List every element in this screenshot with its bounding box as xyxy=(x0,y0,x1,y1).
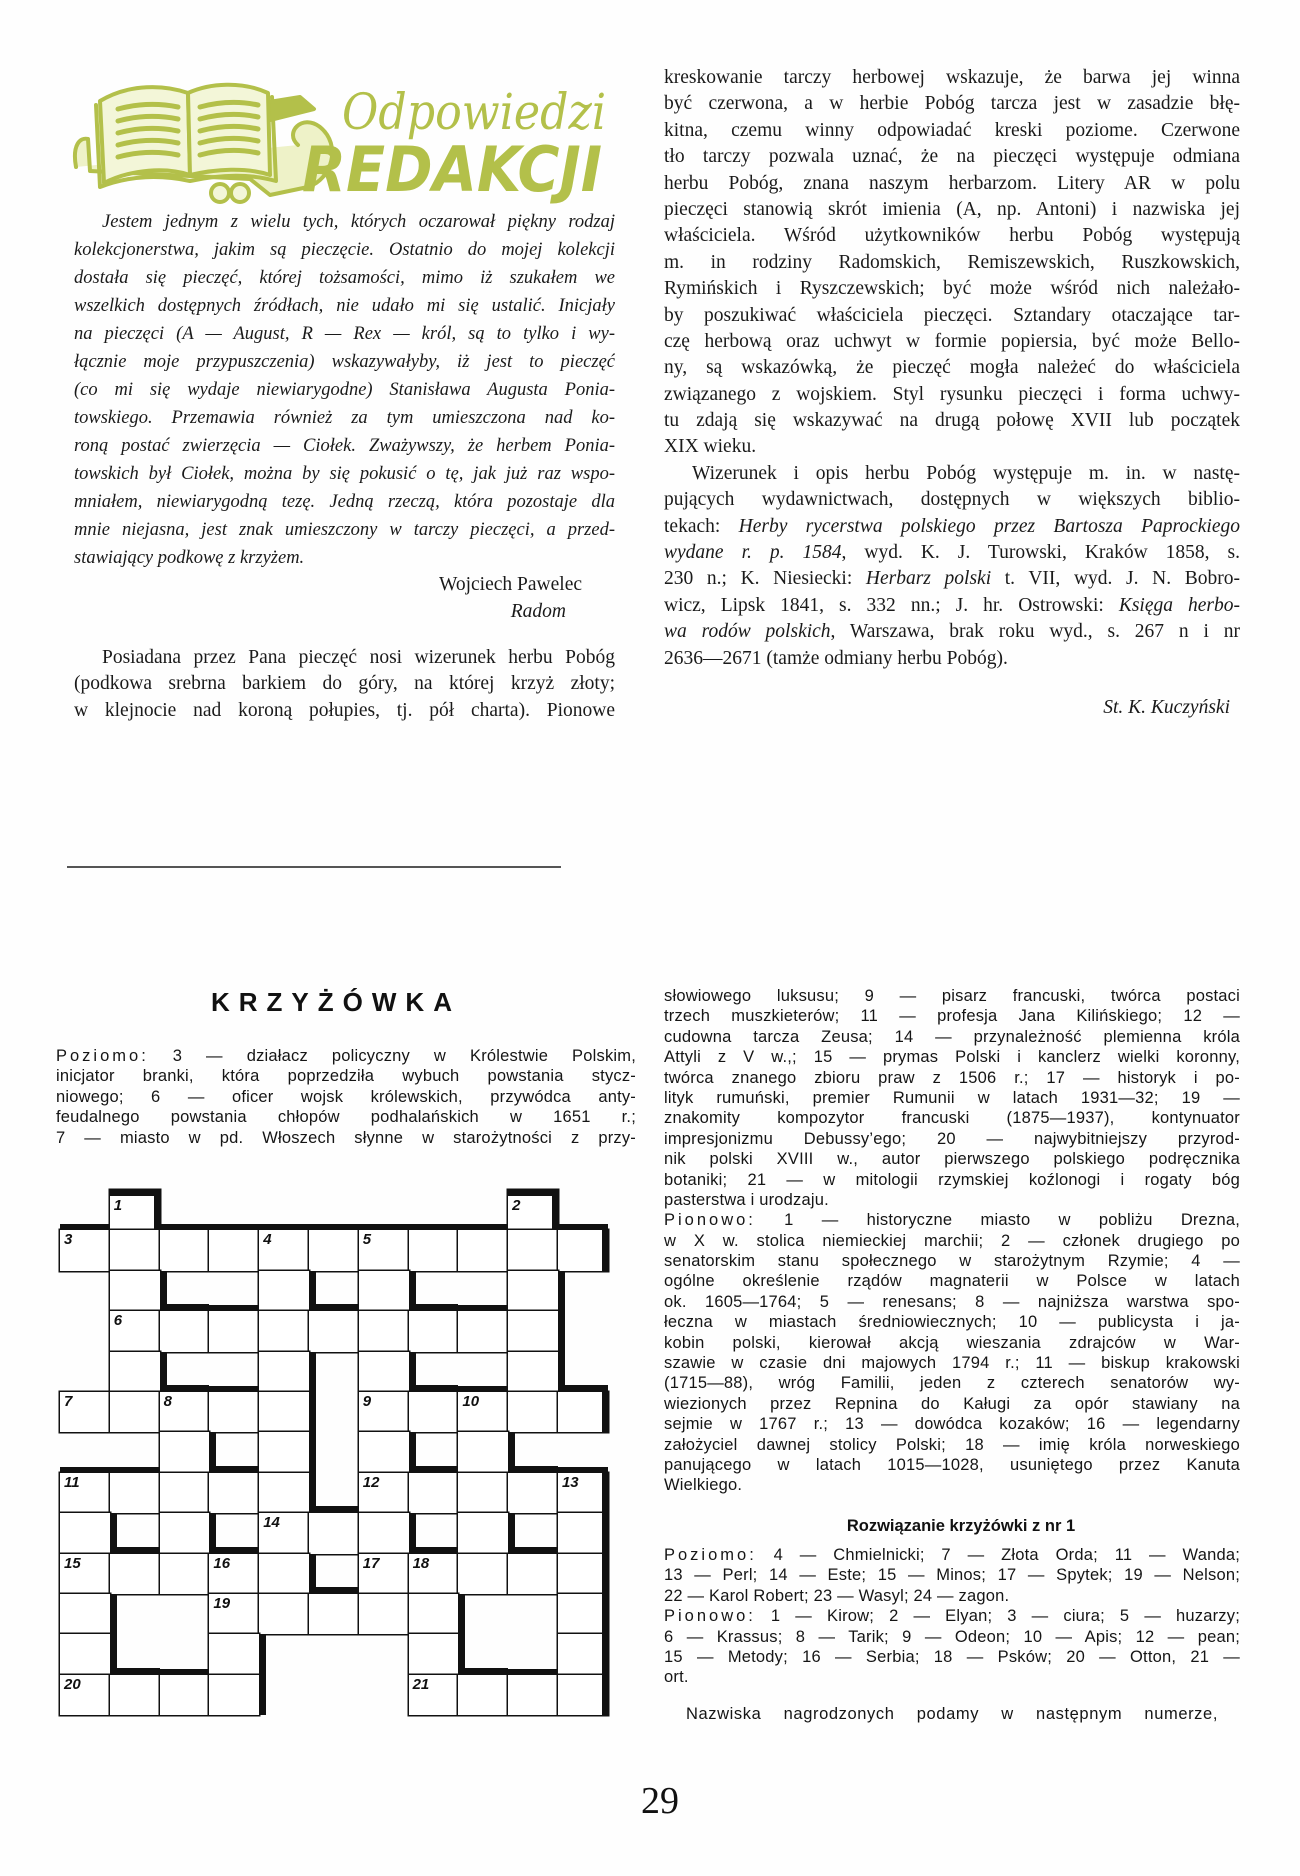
letter-line: (co mi się wydaje niewiarygodne) Stanisława Augusta Ponia- xyxy=(74,380,615,400)
clue-number: 8 xyxy=(163,1392,172,1410)
crossword-block xyxy=(309,1432,359,1472)
crossword-cell xyxy=(259,1432,309,1472)
crossword-cell xyxy=(409,1392,459,1432)
editor-reply-start xyxy=(74,645,615,724)
crossword-cell xyxy=(508,1392,558,1432)
clue-number: 4 xyxy=(263,1231,272,1249)
crossword-block xyxy=(458,1352,508,1392)
crossword-cell xyxy=(409,1473,459,1513)
crossword-title: KRZYŻÓWKA xyxy=(211,987,461,1017)
clue-line: ok. 1605—1764; 5 — renesans; 8 — najniższa warstwa spo- xyxy=(664,1292,1240,1311)
reply-line: XIX wieku. xyxy=(664,436,757,458)
crossword-cell xyxy=(359,1271,409,1311)
clue-number: 3 xyxy=(64,1231,73,1249)
section-divider xyxy=(67,866,561,868)
crossword-cell xyxy=(458,1675,508,1715)
letter-line: wszelkich dostępnych źródłach, nie udało mi się ustalić. Inicjały xyxy=(74,296,615,316)
crossword-cell xyxy=(259,1392,309,1432)
crossword-cell xyxy=(110,1473,160,1513)
clue-number: 7 xyxy=(64,1392,73,1410)
crossword-cell xyxy=(558,1675,608,1715)
crossword-block xyxy=(309,1190,359,1230)
reply-line: tu zdają się wskazywać na drugą połowę XVII lub początek xyxy=(664,410,1240,432)
crossword-block xyxy=(508,1432,558,1472)
crossword-cell xyxy=(558,1554,608,1594)
crossword-cell xyxy=(359,1392,409,1432)
clue-line: senatorskim stanu społecznego w starożytnym Rzymie; 4 — xyxy=(664,1252,1240,1271)
clue-number: 6 xyxy=(113,1312,123,1330)
crossword-block xyxy=(508,1634,558,1674)
crossword-block xyxy=(409,1352,459,1392)
logo-title-line2: REDAKCJI xyxy=(302,133,602,206)
crossword-block xyxy=(160,1594,210,1634)
crossword-cell xyxy=(209,1675,259,1715)
clue-number: 18 xyxy=(412,1554,430,1572)
crossword-clues-continued xyxy=(664,986,1240,1496)
reply-line: kreskowanie tarczy herbowej wskazuje, że barwa jej winna xyxy=(664,67,1240,88)
crossword-cell xyxy=(110,1392,160,1432)
crossword-block xyxy=(160,1271,210,1311)
crossword-cell xyxy=(558,1473,608,1513)
reply-signature: St. K. Kuczyński xyxy=(1103,697,1230,718)
crossword-cell xyxy=(60,1230,110,1270)
crossword-cell xyxy=(60,1554,110,1594)
solution-line: ort. xyxy=(664,1668,689,1687)
crossword-cell xyxy=(508,1271,558,1311)
letter-signature-name: Wojciech Pawelec xyxy=(439,574,582,595)
crossword-block xyxy=(209,1352,259,1392)
crossword-cell xyxy=(160,1230,210,1270)
crossword-cell xyxy=(508,1554,558,1594)
reply-line: by poszukiwać właściciela pieczęci. Sztandary otaczające tar- xyxy=(664,304,1240,326)
crossword-cell xyxy=(458,1311,508,1351)
crossword-cell xyxy=(458,1392,508,1432)
crossword-cell xyxy=(359,1230,409,1270)
crossword-block xyxy=(209,1432,259,1472)
crossword-cell xyxy=(259,1513,309,1553)
clue-line: inicjator branki, która poprzedziła wybuch powstania stycz- xyxy=(56,1067,636,1086)
crossword-block xyxy=(458,1271,508,1311)
editor-reply-continued xyxy=(664,65,1240,672)
clue-number: 5 xyxy=(362,1231,372,1249)
letter-signature-city: Radom xyxy=(510,601,566,622)
crossword-cell xyxy=(60,1594,110,1634)
clue-line: sejmie w 1767 r.; 13 — dowódca kozaków; 16 — legendarny xyxy=(664,1415,1240,1434)
reply-line xyxy=(664,593,1240,619)
crossword-cell xyxy=(558,1594,608,1634)
crossword-cell xyxy=(160,1554,210,1594)
crossword-cell xyxy=(558,1230,608,1270)
crossword-cell xyxy=(259,1594,309,1634)
crossword-cell xyxy=(110,1675,160,1715)
text-segment: tekach: xyxy=(664,515,739,537)
letter-line: towskiego. Przemawia również za tym umieszczona nad ko- xyxy=(74,408,615,428)
crossword-block xyxy=(409,1271,459,1311)
solution-line: 6 — Krassus; 8 — Tarik; 9 — Odeon; 10 — Apis; 12 — pean; xyxy=(664,1627,1240,1646)
crossword-cell xyxy=(508,1190,558,1230)
clue-number: 14 xyxy=(263,1514,280,1532)
clue-line: kobin polski, kierował akcją wieszania zdrajców w War- xyxy=(664,1333,1240,1352)
crossword-cell xyxy=(458,1432,508,1472)
clue-line: ogólne określenie rządów magnaterii w Polsce w latach xyxy=(664,1272,1240,1291)
crossword-cell xyxy=(409,1594,459,1634)
reply-line: być czerwona, a w herbie Pobóg tarcza jest w zasadzie błę- xyxy=(664,93,1240,115)
text-segment: Herby rycerstwa polskiego przez Bartosza Paprockiego xyxy=(738,515,1240,537)
page-number: 29 xyxy=(641,1780,679,1822)
crossword-cell xyxy=(160,1473,210,1513)
crossword-cell xyxy=(209,1634,259,1674)
crossword-cell xyxy=(160,1311,210,1351)
reply-line: pujących wydawnictwach, dostępnych w większych biblio- xyxy=(664,489,1240,511)
clue-number: 2 xyxy=(512,1197,521,1214)
crossword-cell xyxy=(359,1432,409,1472)
crossword-cell xyxy=(160,1675,210,1715)
clue-line: trzech muszkieterów; 11 — profesja Jana Kilińskiego; 12 — xyxy=(664,1007,1240,1026)
clue-number: 13 xyxy=(561,1473,579,1491)
crossword-block xyxy=(558,1352,608,1392)
crossword-block xyxy=(60,1432,110,1472)
crossword-cell xyxy=(259,1271,309,1311)
crossword-block xyxy=(309,1473,359,1513)
crossword-cell xyxy=(508,1352,558,1392)
text-segment: 4 — Chmielnicki; 7 — Złota Orda; 11 — Wanda; xyxy=(756,1546,1240,1564)
crossword-cell xyxy=(458,1230,508,1270)
crossword-cell xyxy=(508,1230,558,1270)
crossword-cell xyxy=(409,1634,459,1674)
crossword-block xyxy=(259,1675,309,1715)
clue-line: (1715—88), wróg Familii, jeden z czterech senatorów wy- xyxy=(664,1374,1240,1393)
reply-line: tło tarczy pozwala uznać, że na pieczęci występuje odmiana xyxy=(664,146,1240,168)
crossword-cell xyxy=(209,1473,259,1513)
crossword-block xyxy=(458,1594,508,1634)
crossword-cell xyxy=(558,1634,608,1674)
crossword-block xyxy=(508,1513,558,1553)
solution-text xyxy=(664,1545,1240,1688)
solution-line: 15 — Metody; 16 — Serbia; 18 — Psków; 20 — Otton, 21 — xyxy=(664,1647,1240,1666)
crossword-block xyxy=(309,1271,359,1311)
crossword-block xyxy=(259,1190,309,1230)
crossword-block xyxy=(110,1634,160,1674)
clue-line: cudowna tarcza Zeusa; 14 — przynależność plemienna króla xyxy=(664,1027,1240,1046)
crossword-block xyxy=(209,1513,259,1553)
crossword-cell xyxy=(160,1432,210,1472)
section-label: Poziomo: xyxy=(56,1047,149,1065)
text-segment: , Warszawa, brak roku wyd., s. 267 n i nr xyxy=(830,621,1240,643)
crossword-cell xyxy=(259,1352,309,1392)
crossword-cell xyxy=(60,1513,110,1553)
reply-line: 2636—2671 (tamże odmiany herbu Pobóg). xyxy=(664,647,1008,669)
crossword-empty xyxy=(60,1271,110,1311)
crossword-cell xyxy=(409,1675,459,1715)
reply-line: ny, są wskazówką, że pieczęć mogła należeć do właściciela xyxy=(664,357,1240,379)
crossword-cell xyxy=(309,1513,359,1553)
text-segment: , wyd. K. J. Turowski, Kraków 1858, s. xyxy=(841,542,1240,564)
crossword-cell xyxy=(508,1473,558,1513)
reply-line: m. in rodziny Radomskich, Remiszewskich, Ruszkowskich, xyxy=(664,251,1240,273)
crossword-cell xyxy=(209,1230,259,1270)
reply-line: Posiadana przez Pana pieczęć nosi wizerunek herbu Pobóg xyxy=(102,647,615,668)
crossword-cell xyxy=(259,1311,309,1351)
crossword-cell xyxy=(259,1473,309,1513)
clue-line: feudalnego powstania chłopów podhalańskich w 1651 r.; xyxy=(56,1108,636,1127)
column-logo xyxy=(70,75,615,207)
crossword-cell xyxy=(359,1311,409,1351)
crossword-block xyxy=(558,1432,608,1472)
clue-line: Wielkiego. xyxy=(664,1476,743,1495)
text-segment: t. VII, wyd. J. N. Bobro- xyxy=(991,568,1240,590)
solution-title: Rozwiązanie krzyżówki z nr 1 xyxy=(846,1517,1076,1535)
crossword-cell xyxy=(558,1392,608,1432)
clue-number: 9 xyxy=(362,1392,372,1410)
clue-line: nik polski XVIII w., autor pierwszego polskiego podręcznika xyxy=(664,1150,1240,1169)
letter-line: kolekcjonerstwa, jakim są pieczęcie. Ostatnio do mojej kolekcji xyxy=(74,240,615,260)
crossword-block xyxy=(558,1190,608,1230)
text-segment: wicz, Lipsk 1841, s. 332 nn.; J. hr. Ostrowski: xyxy=(664,594,1119,616)
clue-line: twórca znanego zbioru praw z 1506 r.; 17 — historyk i po- xyxy=(664,1068,1240,1087)
crossword-empty xyxy=(359,1634,409,1674)
crossword-block xyxy=(110,1432,160,1472)
letter-line: stawiający podkowę z krzyżem. xyxy=(74,548,305,568)
crossword-empty xyxy=(359,1675,409,1715)
crossword-cell xyxy=(160,1513,210,1553)
crossword-block xyxy=(110,1594,160,1634)
letter-line: towskich był Ciołek, można by się pokusić o tę, jak już raz wspo- xyxy=(74,464,615,484)
clue-line: założyciel dawnej stolicy Polski; 18 — imię króla norweskiego xyxy=(664,1435,1240,1454)
crossword-cell xyxy=(110,1554,160,1594)
crossword-block xyxy=(458,1190,508,1230)
reply-line xyxy=(664,540,1240,566)
crossword-cell xyxy=(359,1513,409,1553)
clue-line: szawie w czasie dni majowych 1794 r.; 11 — biskup krakowski xyxy=(664,1354,1240,1373)
reader-letter xyxy=(74,208,615,572)
crossword-cell xyxy=(558,1513,608,1553)
clue-line: w X w. stolica niemieckiej marchii; 2 — członek drugiego po xyxy=(664,1231,1240,1250)
clue-line: znakomity kompozytor francuski (1875—1937), kontynuator xyxy=(664,1109,1240,1128)
clue-line: niowego; 6 — oficer wojsk królewskich, przywódca anty- xyxy=(56,1087,636,1106)
crossword-cell xyxy=(209,1392,259,1432)
crossword-cell xyxy=(508,1675,558,1715)
letter-line: na pieczęci (A — August, R — Rex — król, są to tylko i wy- xyxy=(74,324,615,344)
crossword-cell xyxy=(209,1594,259,1634)
clue-number: 10 xyxy=(462,1392,480,1410)
clue-line: wiezionych przez Repnina do Kaługi za opór stawiany na xyxy=(664,1394,1240,1413)
clue-line: łeczna w miastach średniowiecznych; 10 — publicysta i ja- xyxy=(664,1313,1240,1332)
letter-line: roną postać zwierzęcia — Ciołek. Zważywszy, że herbem Ponia- xyxy=(74,436,615,456)
crossword-block xyxy=(209,1190,259,1230)
clue-line: 7 — miasto w pd. Włoszech słynne w starożytności z przy- xyxy=(56,1128,636,1147)
clue-number: 1 xyxy=(113,1197,123,1214)
crossword-empty xyxy=(60,1352,110,1392)
letter-line: dostała się pieczęć, której tożsamości, mimo iż szukałem we xyxy=(74,268,615,288)
reply-line: czę herbową oraz uchwyt w formie popiersia, być może Bello- xyxy=(664,330,1240,352)
clue-line xyxy=(56,1046,636,1066)
solution-line xyxy=(664,1545,1240,1565)
clue-line: lityk rumuński, premier Rumunii w latach 1931—32; 19 — xyxy=(664,1088,1240,1107)
crossword-cell xyxy=(160,1392,210,1432)
crossword-cell xyxy=(110,1190,160,1230)
crossword-cell xyxy=(309,1311,359,1351)
crossword-cell xyxy=(60,1392,110,1432)
clue-number: 17 xyxy=(362,1554,380,1572)
reply-line: (podkowa srebrna barkiem do góry, na której krzyż złoty; xyxy=(74,673,615,695)
clue-number: 21 xyxy=(412,1675,430,1693)
clue-line: Attyli z V w.,; 15 — prymas Polski i kanclerz wielki koronny, xyxy=(664,1048,1240,1067)
crossword-cell xyxy=(508,1311,558,1351)
logo-title-line1: Odpowiedzi xyxy=(342,83,606,141)
clue-line: impresjonizmu Debussy’ego; 20 — najwybitniejszy przyrod- xyxy=(664,1129,1240,1148)
crossword-cell xyxy=(359,1594,409,1634)
clue-number: 19 xyxy=(213,1594,231,1612)
crossword-cell xyxy=(60,1473,110,1513)
reply-line: Rymińskich i Ryszczewskich; być może wśród nich należało- xyxy=(664,278,1240,300)
crossword-block xyxy=(110,1513,160,1553)
letter-line: mniałem, niewiarygodną tezę. Jedną rzeczą, która pozostaje dla xyxy=(74,492,615,512)
crossword-cell xyxy=(359,1473,409,1513)
crossword-block xyxy=(160,1634,210,1674)
crossword-cell xyxy=(309,1594,359,1634)
crossword-block xyxy=(409,1190,459,1230)
section-label: Poziomo: xyxy=(664,1546,757,1564)
crossword-cell xyxy=(60,1675,110,1715)
crossword-grid xyxy=(60,1190,608,1715)
solution-line: 13 — Perl; 14 — Este; 15 — Minos; 17 — Spytek; 19 — Nelson; xyxy=(664,1566,1240,1585)
reply-line xyxy=(664,566,1240,592)
crossword-empty xyxy=(60,1311,110,1351)
crossword-cell xyxy=(409,1554,459,1594)
crossword-block xyxy=(409,1432,459,1472)
crossword-block xyxy=(558,1311,608,1351)
crossword-cell xyxy=(409,1311,459,1351)
crossword-block xyxy=(508,1594,558,1634)
reply-line xyxy=(664,619,1240,645)
crossword-cell xyxy=(259,1554,309,1594)
crossword-block xyxy=(359,1190,409,1230)
crossword-block xyxy=(409,1513,459,1553)
reply-line: właściciela. Wśród użytkowników herbu Pobóg występują xyxy=(664,225,1240,247)
crossword-cell xyxy=(110,1230,160,1270)
clue-number: 20 xyxy=(64,1675,81,1693)
book-scroll-icon xyxy=(70,75,615,207)
clue-line: pasterstwa i urodzaju. xyxy=(664,1190,829,1209)
text-segment: Księga herbo- xyxy=(1118,594,1240,616)
clue-number: 16 xyxy=(213,1554,231,1572)
crossword-cell xyxy=(458,1513,508,1553)
crossword-block xyxy=(458,1634,508,1674)
crossword-cell xyxy=(110,1271,160,1311)
letter-line: Jestem jednym z wielu tych, których oczarował piękny rodzaj xyxy=(102,212,615,232)
crossword-clues-across-start xyxy=(56,1046,636,1148)
crossword-empty xyxy=(309,1675,359,1715)
clue-number: 11 xyxy=(64,1473,80,1491)
crossword-cell xyxy=(409,1230,459,1270)
letter-line: mnie niejasna, jest znak umieszczony w tarczy pieczęci, a przed- xyxy=(74,520,615,540)
text-segment: 230 n.; K. Niesiecki: xyxy=(664,568,866,590)
crossword-cell xyxy=(359,1352,409,1392)
crossword-cell xyxy=(259,1230,309,1270)
crossword-cell xyxy=(60,1634,110,1674)
crossword-cell xyxy=(458,1473,508,1513)
section-label: Pionowo: xyxy=(664,1607,756,1626)
reply-line: kitna, czemu winny odpowiadać kreski poziome. Czerwone xyxy=(664,119,1240,141)
crossword-block xyxy=(209,1271,259,1311)
reply-line: związanego z wojskiem. Styl rysunku pieczęci i forma uchwy- xyxy=(664,383,1240,405)
crossword-block xyxy=(160,1352,210,1392)
solution-line xyxy=(664,1606,1240,1626)
crossword-cell xyxy=(458,1554,508,1594)
crossword-empty xyxy=(309,1634,359,1674)
crossword-cell xyxy=(359,1554,409,1594)
reply-line xyxy=(664,514,1240,540)
winners-note: Nazwiska nagrodzonych podamy w następnym numerze, xyxy=(686,1705,1218,1723)
crossword-cell xyxy=(309,1230,359,1270)
crossword-block xyxy=(309,1352,359,1392)
reply-line: pieczęci stanowią skrót imienia (A, np. Antoni) i nazwiska jej xyxy=(664,198,1240,220)
text-segment: wa rodów polskich xyxy=(664,621,831,643)
reply-line: Wizerunek i opis herbu Pobóg występuje m. in. w nastę- xyxy=(692,462,1240,484)
crossword-cell xyxy=(209,1554,259,1594)
crossword-block xyxy=(309,1554,359,1594)
reply-line: w klejnocie nad koroną połupies, tj. pół charta). Pionowe xyxy=(74,699,615,721)
text-segment: 3 — działacz policyczny w Królestwie Polskim, xyxy=(148,1047,636,1065)
crossword-cell xyxy=(209,1311,259,1351)
clue-line: botaniki; 21 — w mitologii rzymskiej koźlonogi i rogaty bóg xyxy=(664,1170,1240,1189)
solution-line: 22 — Karol Robert; 23 — Wasyl; 24 — zagon. xyxy=(664,1586,1010,1605)
text-segment: Herbarz polski xyxy=(865,568,992,590)
crossword-block xyxy=(309,1392,359,1432)
clue-line: słowiowego luksusu; 9 — pisarz francuski, twórca postaci xyxy=(664,987,1240,1005)
clue-number: 15 xyxy=(64,1554,81,1572)
crossword-cell xyxy=(110,1311,160,1351)
clue-number: 12 xyxy=(362,1473,380,1491)
text-segment: wydane r. p. 1584 xyxy=(664,542,842,564)
section-label: Pionowo: xyxy=(664,1211,756,1230)
crossword-cell xyxy=(110,1352,160,1392)
clue-line xyxy=(664,1210,1240,1230)
clue-line: panującego w latach 1015—1028, usuniętego przez Kanuta xyxy=(664,1455,1240,1474)
letter-line: łącznie moje przypuszczenia) wskazywałyby, iż jest to pieczęć xyxy=(74,352,615,372)
reply-line: herbu Pobóg, znana naszym herbarzom. Litery AR w polu xyxy=(664,172,1240,194)
text-segment: 1 — Kirow; 2 — Elyan; 3 — ciura; 5 — huzarzy; xyxy=(755,1607,1240,1626)
crossword-block xyxy=(558,1271,608,1311)
crossword-block xyxy=(160,1190,210,1230)
crossword-block xyxy=(60,1190,110,1230)
crossword-block xyxy=(259,1634,309,1674)
text-segment: 1 — historyczne miasto w pobliżu Drezna, xyxy=(755,1211,1240,1230)
